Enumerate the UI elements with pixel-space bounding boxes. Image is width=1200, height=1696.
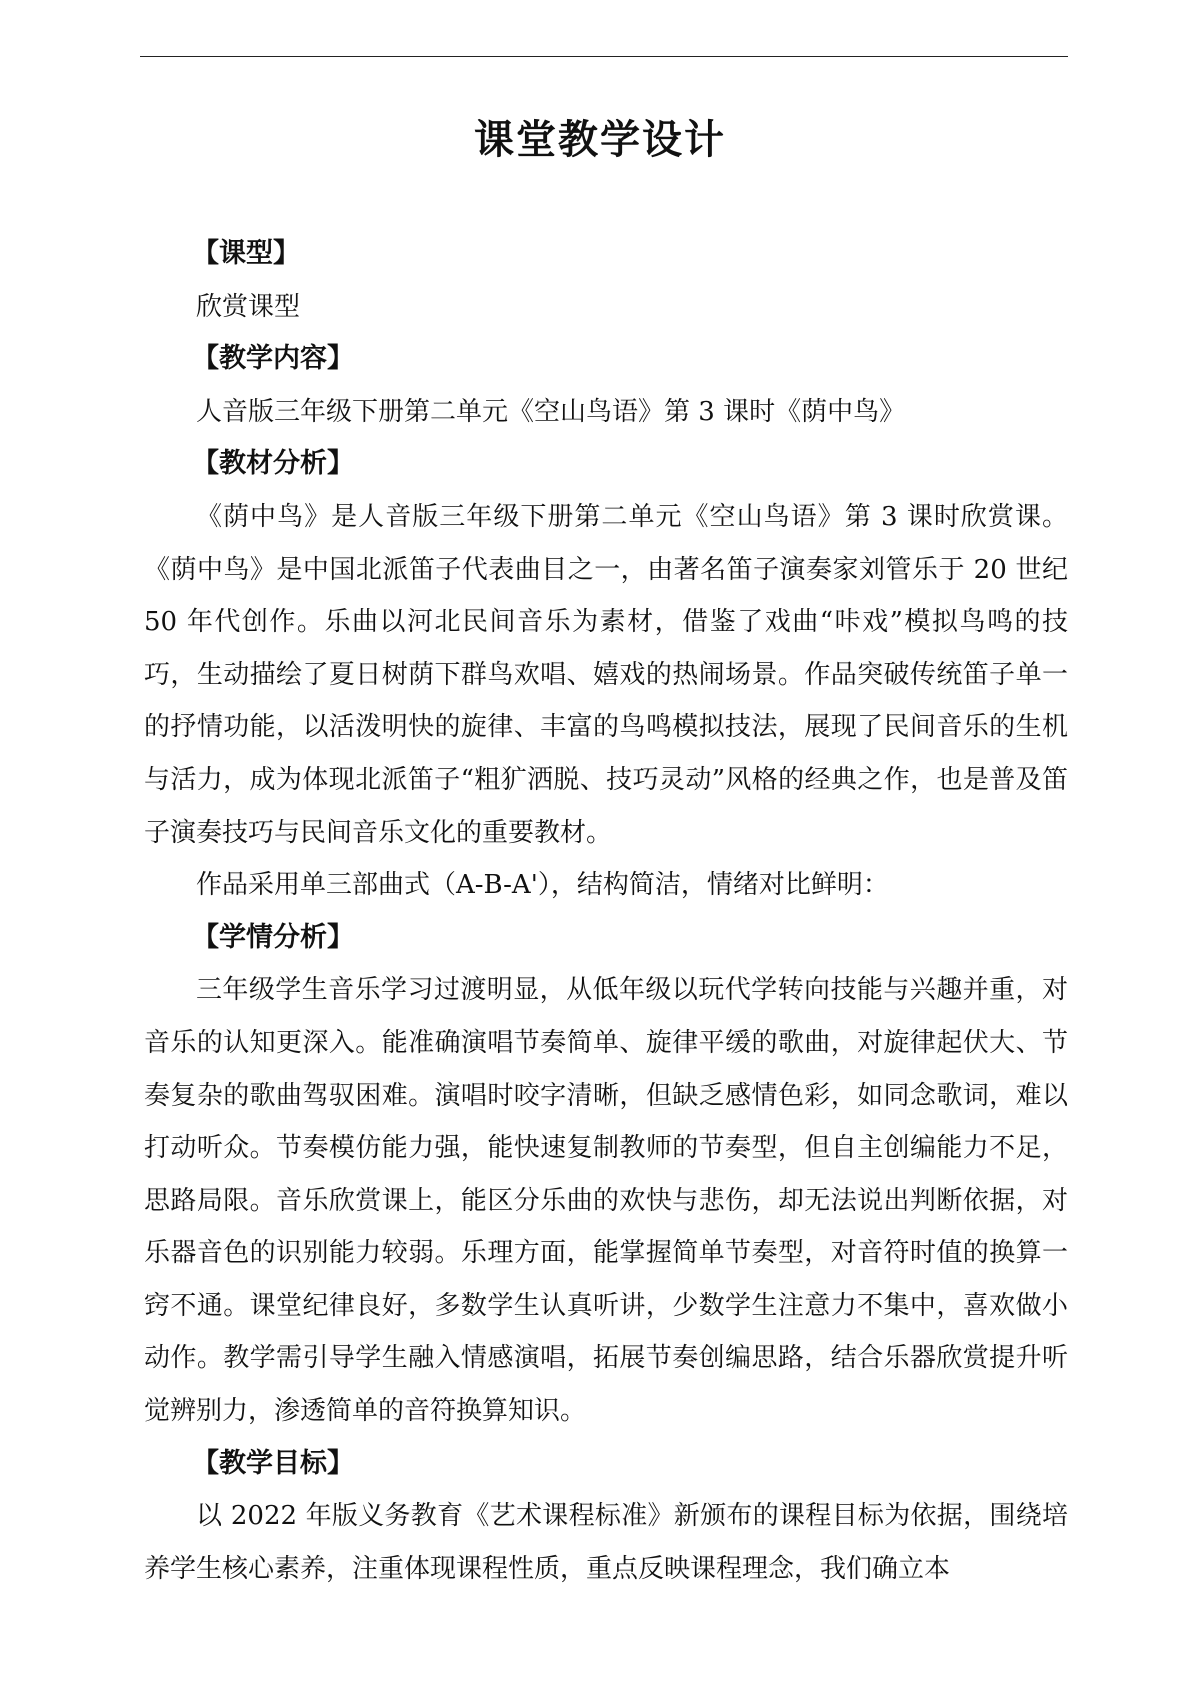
section-heading-material-analysis: 【教材分析】	[192, 448, 354, 480]
teaching-content-text: 人音版三年级下册第二单元《空山鸟语》第 3 课时《荫中鸟》	[196, 396, 906, 427]
material-analysis-paragraph-1: 《荫中鸟》是人音版三年级下册第二单元《空山鸟语》第 3 课时欣赏课。《荫中鸟》是中国北派笛子代表曲目之一，由著名笛子演奏家刘管乐于 20 世纪 50 年代创作。乐曲以河北民间音乐为素材，借鉴了戏曲“咔戏”模拟鸟鸣的技巧，生动描绘了夏日树荫下群鸟欢唱、嬉戏的热闹场景。作品突破传统笛子单一的抒情功能，以活泼明快的旋律、丰富的鸟鸣模拟技法，展现了民间音乐的生机与活力，成为体现北派笛子“粗犷洒脱、技巧灵动”风格的经典之作，也是普及笛子演奏技巧与民间音乐文化的重要教材。	[144, 501, 1068, 848]
section-heading-teaching-content: 【教学内容】	[192, 343, 354, 375]
teaching-goals-paragraph: 以 2022 年版义务教育《艺术课程标准》新颁布的课程目标为依据，围绕培养学生核心素养，注重体现课程性质，重点反映课程理念，我们确立本	[144, 1501, 1068, 1584]
section-heading-course-type: 【课型】	[192, 238, 300, 269]
document-body	[144, 228, 1068, 1595]
section-heading-student-analysis: 【学情分析】	[192, 921, 354, 953]
student-analysis-paragraph: 三年级学生音乐学习过渡明显，从低年级以玩代学转向技能与兴趣并重，对音乐的认知更深入。能准确演唱节奏简单、旋律平缓的歌曲，对旋律起伏大、节奏复杂的歌曲驾驭困难。演唱时咬字清晰，但缺乏感情色彩，如同念歌词，难以打动听众。节奏模仿能力强，能快速复制教师的节奏型，但自主创编能力不足，思路局限。音乐欣赏课上，能区分乐曲的欢快与悲伤，却无法说出判断依据，对乐器音色的识别能力较弱。乐理方面，能掌握简单节奏型，对音符时值的换算一窍不通。课堂纪律良好，多数学生认真听讲，少数学生注意力不集中，喜欢做小动作。教学需引导学生融入情感演唱，拓展节奏创编思路，结合乐器欣赏提升听觉辨别力，渗透简单的音符换算知识。	[144, 975, 1068, 1427]
section-heading-teaching-goals: 【教学目标】	[192, 1447, 354, 1479]
material-analysis-paragraph-2: 作品采用单三部曲式（A-B-A'），结构简洁，情绪对比鲜明：	[196, 870, 889, 901]
page-title: 课堂教学设计	[474, 117, 726, 163]
header-rule	[140, 56, 1068, 57]
course-type-text: 欣赏课型	[196, 291, 301, 322]
